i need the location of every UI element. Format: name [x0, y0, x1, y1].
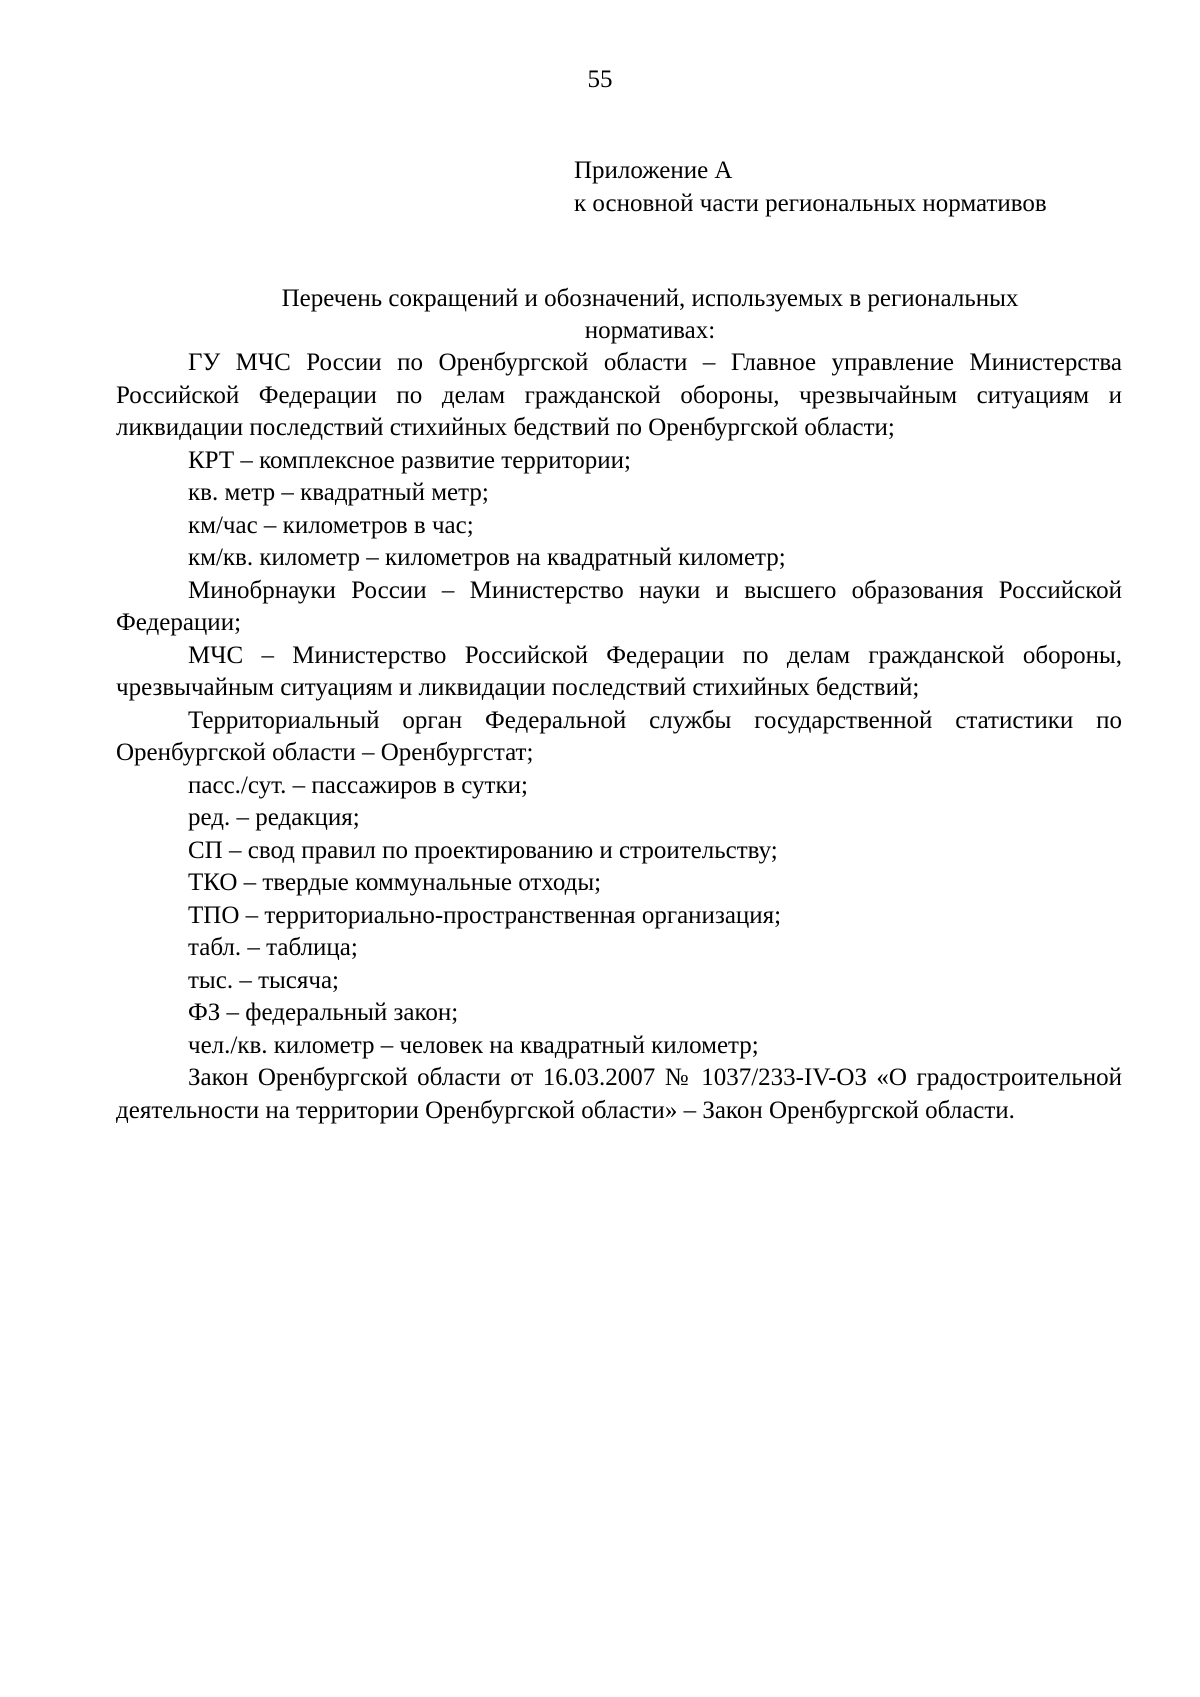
list-item: км/кв. километр – километров на квадратный километр;: [188, 544, 786, 571]
list-item: ФЗ – федеральный закон;: [188, 999, 459, 1026]
list-item: Минобрнауки России – Министерство науки и высшего образования Российской Федерации;: [116, 576, 1122, 636]
appendix-heading: [574, 154, 1047, 220]
list-item: Закон Оренбургской области от 16.03.2007 № 1037/233-IV-ОЗ «О градостроительной деятельности на территории Оренбургской области» – Закон Оренбургской области.: [116, 1064, 1122, 1124]
list-title: Перечень сокращений и обозначений, используемых в региональных нормативах:: [281, 285, 1019, 344]
list-item: табл. – таблица;: [188, 934, 358, 961]
list-item: Территориальный орган Федеральной службы государственной статистики по Оренбургской области – Оренбургстат;: [116, 706, 1122, 766]
list-item: ред. – редакция;: [188, 804, 360, 831]
appendix-label: Приложение А: [574, 157, 733, 184]
appendix-subtitle: к основной части региональных нормативов: [574, 190, 1047, 217]
list-item: ТПО – территориально-пространственная организация;: [188, 901, 782, 929]
page-number: 55: [587, 66, 613, 93]
list-item: пасс./сут. – пассажиров в сутки;: [188, 771, 528, 799]
list-item: ГУ МЧС России по Оренбургской области – Главное управление Министерства Российской Федерации по делам гражданской обороны, чрезвычайным ситуациям и ликвидации последствий стихийных бедствий по Оренбургской области;: [116, 349, 1122, 441]
list-item: МЧС – Министерство Российской Федерации по делам гражданской обороны, чрезвычайным ситуациям и ликвидации последствий стихийных бедствий;: [116, 641, 1122, 701]
abbreviation-list: [116, 347, 1122, 1127]
list-item: кв. метр – квадратный метр;: [188, 479, 489, 506]
list-item: тыс. – тысяча;: [188, 966, 340, 994]
list-item: км/час – километров в час;: [188, 511, 474, 539]
list-item: СП – свод правил по проектированию и строительству;: [188, 836, 778, 864]
list-item: КРТ – комплексное развитие территории;: [188, 446, 631, 474]
list-item: ТКО – твердые коммунальные отходы;: [188, 869, 602, 896]
list-item: чел./кв. километр – человек на квадратный километр;: [188, 1031, 759, 1059]
